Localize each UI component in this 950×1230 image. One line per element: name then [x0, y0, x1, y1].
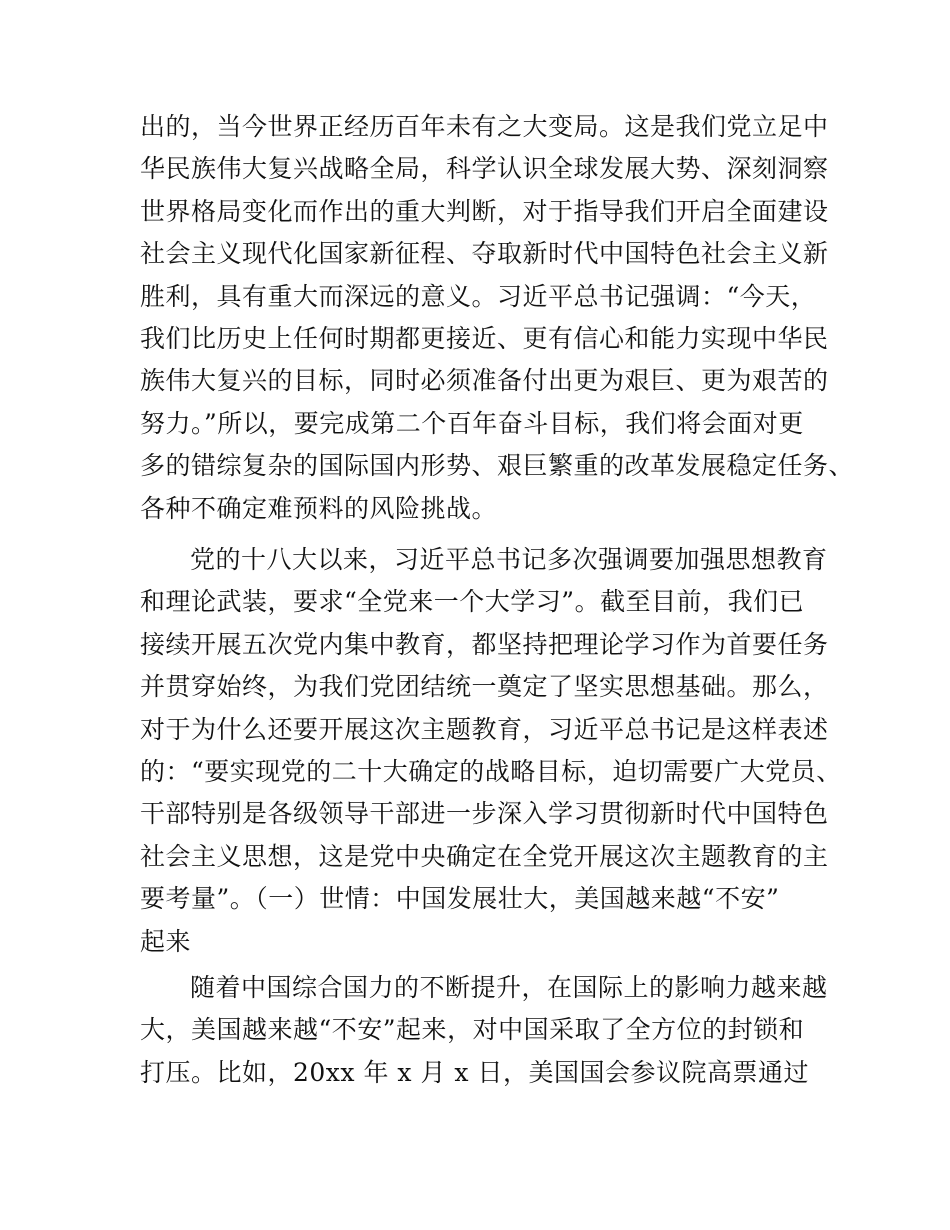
- text-line: 我们比历史上任何时期都更接近、更有信心和能力实现中华民: [140, 323, 829, 353]
- text-line: 干部特别是各级领导干部进一步深入学习贯彻新时代中国特色: [140, 799, 829, 829]
- text-line: 华民族伟大复兴战略全局，科学认识全球发展大势、深刻洞察: [140, 154, 829, 184]
- text-line: 要考量”。（一）世情：中国发展壮大，美国越来越“不安”: [140, 884, 780, 914]
- text-line: 出的，当今世界正经历百年未有之大变局。这是我们党立足中: [140, 112, 829, 141]
- text-line: 接续开展五次党内集中教育，都坚持把理论学习作为首要任务: [140, 629, 829, 659]
- text-line: 和理论武装，要求“全党来一个大学习”。截至目前，我们已: [140, 587, 805, 617]
- text-line: 社会主义思想，这是党中央确定在全党开展这次主题教育的主: [140, 841, 829, 871]
- text-line: 族伟大复兴的目标，同时必须准备付出更为艰巨、更为艰苦的: [140, 366, 829, 396]
- text-line: 对于为什么还要开展这次主题教育，习近平总书记是这样表述: [140, 714, 829, 744]
- text-line: 多的错综复杂的国际国内形势、艰巨繁重的改革发展稳定任务、: [140, 451, 855, 481]
- paragraph-1: [140, 106, 855, 530]
- text-line: 党的十八大以来，习近平总书记多次强调要加强思想教育: [190, 545, 828, 574]
- text-line: 起来: [140, 926, 192, 956]
- text-line: 世界格局变化而作出的重大判断，对于指导我们开启全面建设: [140, 196, 829, 226]
- text-line: 打压。比如，20xx 年 x 月 x 日，美国国会参议院高票通过: [140, 1057, 809, 1087]
- text-line: 努力。”所以，要完成第二个百年奋斗目标，我们将会面对更: [140, 408, 804, 438]
- text-line: 随着中国综合国力的不断提升，在国际上的影响力越来越: [190, 973, 828, 1002]
- text-line: 的：“要实现党的二十大确定的战略目标，迫切需要广大党员、: [140, 756, 842, 786]
- paragraph-2: [140, 539, 840, 963]
- text-line: 社会主义现代化国家新征程、夺取新时代中国特色社会主义新: [140, 239, 829, 269]
- text-line: 大，美国越来越“不安”起来，对中国采取了全方位的封锁和: [140, 1015, 805, 1045]
- paragraph-3: [140, 967, 840, 1094]
- text-line: 各种不确定难预料的风险挑战。: [140, 493, 498, 523]
- text-line: 胜利，具有重大而深远的意义。习近平总书记强调：“今天，: [140, 281, 817, 311]
- text-line: 并贯穿始终，为我们党团结统一奠定了坚实思想基础。那么，: [140, 672, 829, 702]
